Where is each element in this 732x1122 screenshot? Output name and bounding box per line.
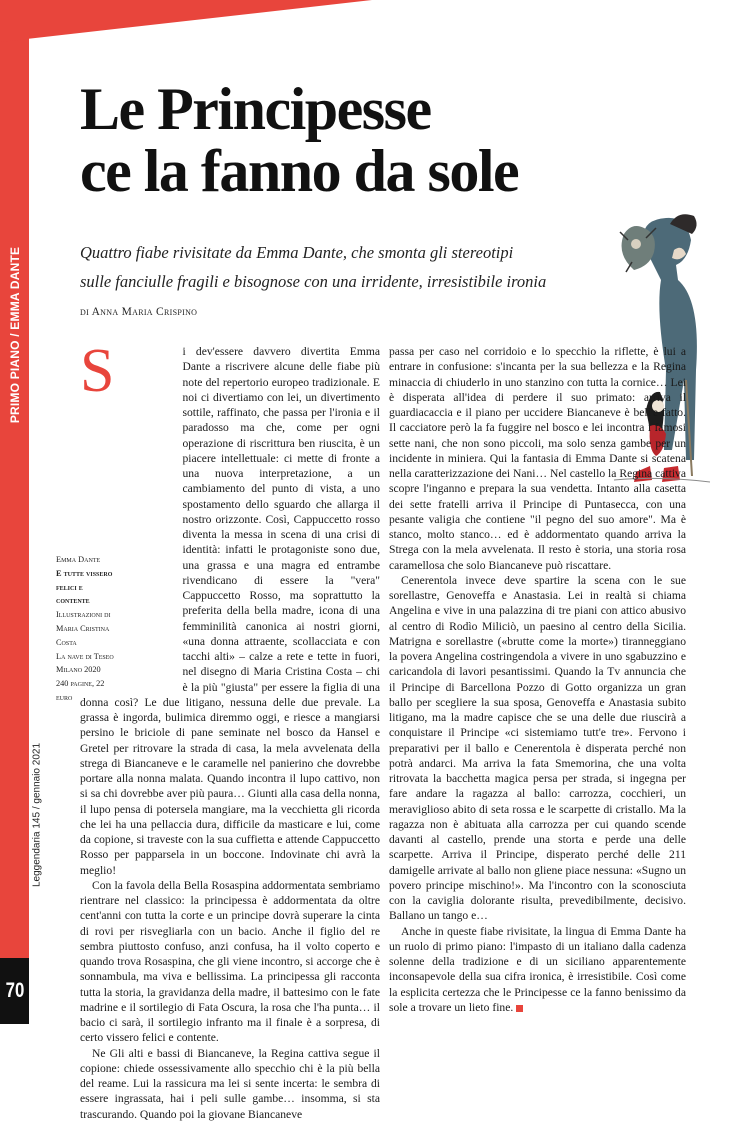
paragraph-4: Cenerentola invece deve spartire la scena con le sue sorellastre, Genoveffa e Anastasia. Lei in realtà si chiama Angelina e vive in una palazzina di tre piani con attico abusivo al centro di Rodìo Miliciò, un paesino al centro della Sicilia. Matrigna e sorellastre («brutte come la morte») tiranneggiano la povera Angelina costringendola a vivere in uno sgabuzzino e caricandola di lavori pesantissimi. Quando la Tv annuncia che il Principe di Barcellona Pozzo di Gotto organizza un gran ballo per scegliere la sua sposa, Genoveffa e Anastasia subito litigano, ma la madre capisce che se una delle due riuscirà a conquistare il Principe «ci sistemiamo tutt'e tre». Fervono i preparativi per il ballo e Cenerentola è disperata perché non potrà andarci. Ma arriva la fata Smemorina, che una volta ritrovata la bacchetta magica persa per strada, si ingegna per fare andare la ragazza al ballo: carrozza, cocchieri, un meraviglioso abito di seta rossa e le scarpette di cristallo. Ma la ragazza non è abituata alla carrozza per cui quando scende davanti al castello, prende una storta e perde una delle scarpette. Arriva il Principe, disperato perché delle 211 damigelle arrivate al ballo non gliene piace nessuna: «Sugno un povero principe mischino!». Ma l'incontro con la sconosciuta con la caviglia dolorante risulta, prevedibilmente, decisivo. Ballano un tango e… xyxy=(389,573,686,923)
paragraph-1: S i dev'essere davvero divertita Emma Dante a riscrivere alcune delle fiabe più note del repertorio europeo tradizionale. E noi ci divertiamo con lei, un divertimento sottile, raffinato, che passa per l'ironia e il paradosso ma che, come per ogni operazione di riscrittura ben riuscita, è un piacere intellettuale: ci mette di fronte a una nuova interpretazione, a un cambiamento del punto di vista, a uno spostamento dello sguardo che allarga il nostro orizzonte. Così, Cappuccetto rosso diventa la messa in scena di una crisi di identità: infatti le protagoniste sono due, una grassa e una magra ed entrambe rivendicano di essere la "vera" Cappuccetto Rosso, ma soprattutto la preferita della bella madre, icona di una femminilità canonica ai nostri giorni, «una donna attraente, scollacciata e con tacchi alti» – calze a rete e tette in fuori, nel disegno di Maria Cristina Costa – chi è la più "giusta" per essere la figlia di una donna così? Le due litigano, nessuna delle due prevale. La grassa è ingorda, bulimica diremmo oggi, e riesce a mangiarsi persino le briciole di pane seminate nel bosco da Hansel e Gretel per ritrovare la strada di casa, la mela avvelenata della strega di Biancaneve e le caramelle nel panierino che dovrebbe portare alla nonna malata. Quando incontra il lupo cattivo, non si sa chi dovrebbe aver più paura… Giunti alla casa della nonna, il lupo pensa di potersela mangiare, ma la vecchietta gli ricorda che lei ha una pellaccia dura, difficile da masticare e lui, come da copione, si traveste con la sua cuffietta e attende Cappuccetto Rosso per papparsela in un boccone. Indovinate chi avrà la meglio! xyxy=(80,337,380,877)
book-title: E tutte vissero felici e contente xyxy=(56,568,113,606)
article-subtitle xyxy=(80,238,600,296)
body-column-1 xyxy=(80,337,380,1122)
folio: Leggendaria 145 / gennaio 2021 xyxy=(31,742,43,888)
paragraph-3-start: Ne Gli alti e bassi di Biancaneve, la Regina cattiva segue il copione: chiede ossessivamente allo specchio chi è la più bella del reame. Lui la rassicura ma lei si sente incerta: le sembra di essere ingrassata, hai i peli sulle gambe… insomma, si sta trascurando. Quando poi la giovane Biancaneve xyxy=(80,1046,380,1121)
paragraph-3-end: passa per caso nel corridoio e lo specchio la riflette, è lui a entrare in confusione: s'incanta per la sua bellezza e la Regina minaccia di chiuderlo in uno stanzino con tutta la cornice… Lei è disperata all'idea di perdere il suo primato: arriva il guardiacaccia e il piano per uccidere Biancaneve è bell'e fatto. Il cacciatore però la fa fuggire nel bosco e lei incontra i famosi sette nani, che non sono piccoli, ma solo senza gambe per un incidente in miniera. Qui la fantasia di Emma Dante si scatena nella caratterizzazione dei Nani… Nel castello la Regina cattiva scopre l'inganno e prepara la sua vendetta. Intanto alla casetta dei sette fratelli arriva il Principe di Puntasecca, con una pesante valigia che contiene "il pegno del suo amore". Ma è stanco, molto stanco… ed è addormentato quando arriva la Strega con la mela avvelenata. Il resto è storia, una storia rosa caramellosa che solo Biancaneve può riscattare. xyxy=(389,345,686,572)
section-color-bar xyxy=(0,0,29,1024)
corner-accent xyxy=(0,0,372,42)
body-column-2 xyxy=(389,344,686,1015)
title-line-1: Le Principesse xyxy=(80,76,431,142)
book-author: Emma Dante xyxy=(56,555,101,564)
byline: di Anna Maria Crispino xyxy=(80,306,198,318)
paragraph-5: Anche in queste fiabe rivisitate, la lingua di Emma Dante ha un ruolo di primo piano: l'impasto di un italiano dalla cadenza solenne della tradizione e di un siciliano apparentemente inconsapevole della sua cifra ironica, è irresistibile. Così come la esplicita certezza che le Principesse ce la fanno benissimo da sole a trovare un lieto fine. xyxy=(389,924,686,1014)
subtitle-line-1: Quattro fiabe rivisitate da Emma Dante, che smonta gli stereotipi xyxy=(80,243,514,262)
book-details: 240 pagine, 22 euro xyxy=(56,679,105,702)
book-city-year: Milano 2020 xyxy=(56,665,101,675)
drop-cap: S xyxy=(80,337,115,405)
page-number: 70 xyxy=(5,979,25,1002)
subtitle-line-2: sulle fanciulle fragili e bisognose con una irridente, irresistibile ironia xyxy=(80,272,547,291)
article-title xyxy=(80,78,600,202)
book-illustrator: Illustrazioni di Maria Cristina Costa xyxy=(56,610,111,647)
book-info-box xyxy=(56,553,118,705)
section-label: PRIMO PIANO / EMMA DANTE xyxy=(8,246,22,424)
title-line-2: ce la fanno da sole xyxy=(80,138,519,204)
paragraph-2: Con la favola della Bella Rosaspina addormentata sembriamo rientrare nel classico: la principessa è addormentata da oltre cent'anni con tutta la corte e un principe dovrà superare la cinta di rovi per risvegliarla con un bacio. Anche il figlio del re sembra piuttosto confuso, anzi confusa, ha il volto coperto e quando trova Rosaspina, che gli viene incontro, si accorge che è sonnambula, ma viva e bellissima. La principessa gli racconta tutta la storia, la gravidanza della madre, il battesimo con le fate madrine e il sortilegio di Fata Oscura, la rosa che l'ha punta… il bacio ci sarà, il sortilegio infranto ma il finale è a sorpresa, di certo vissero felici e contente. xyxy=(80,878,380,1045)
end-mark xyxy=(516,1005,523,1012)
book-publisher: La nave di Teseo xyxy=(56,651,114,661)
